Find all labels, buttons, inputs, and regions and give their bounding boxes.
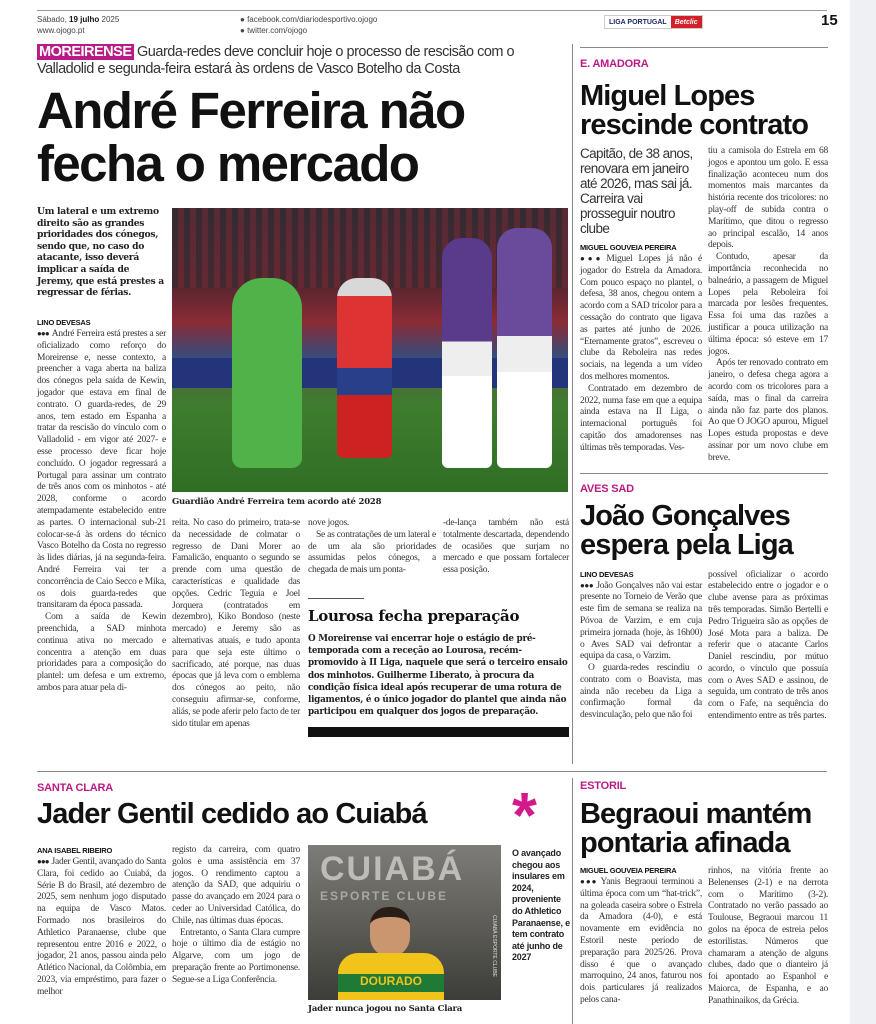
paragraph: O guarda-redes rescindiu o contrato com o Boavista, mas ainda não recebeu da Liga a confirmação formal da desvinculação, pelo que não foi bbox=[580, 663, 702, 721]
paragraph: Contudo, apesar da importância reconhecida no balneário, a passagem de Miguel Lopes pela Reboleira foi marcada por lesões frequentes. Essa foi uma das razões a justificar a pouca utilização na última época: só esteve em 17 jogos. bbox=[708, 252, 828, 357]
estoril-columns bbox=[580, 866, 828, 1008]
main-col-2 bbox=[172, 518, 300, 730]
weekday: Sábado, bbox=[37, 15, 67, 24]
wall-lettering: CUIABÁ bbox=[320, 850, 465, 888]
lead-paragraph: Um lateral e um extremo direito são as grandes prioridades dos cónegos, sendo que, no caso do atacante, isso deverá implicar a saída de Jeremy, que está prestes a regressar de férias. bbox=[37, 206, 164, 299]
valladolid-player bbox=[497, 228, 552, 468]
aves-columns bbox=[580, 570, 828, 723]
main-headline bbox=[37, 84, 567, 190]
paragraph: -de-lança também não está totalmente descartada, dependendo de ocasiões que surjam no mercado e que possam fortalecer essa posição. bbox=[443, 518, 569, 576]
paragraph: Contratado em dezembro de 2022, numa fase em que a equipa ainda estava na II Liga, o internacional português foi capitão dos amadorenses nas últimas três temporadas. Ves- bbox=[580, 383, 702, 453]
shirt-sponsor: DOURADO bbox=[360, 974, 422, 988]
wall-lettering-sub: ESPORTE CLUBE bbox=[320, 889, 449, 903]
santa-clara-headline: Jader Gentil cedido ao Cuiabá bbox=[37, 798, 427, 830]
main-col-3 bbox=[308, 518, 436, 577]
section-label: E. AMADORA bbox=[580, 58, 649, 70]
paragraph: possível oficializar o acordo estabelecido entre o jogador e o clube avense para as próximas três temporadas. Simão Bertelli e Pedro Trigueira são as opções de José Mota para a baliza. De referir que o atacante Carlos Daniel rescindiu, por mútuo acordo, o vínculo que possuía com o Aves SAD e assinou, de seguida, um contrato de três anos com o Fafe, na sequência do entendimento entre as três partes. bbox=[708, 569, 828, 722]
headline-line: espera pela Liga bbox=[580, 528, 793, 561]
section-label: ESTORIL bbox=[580, 780, 627, 792]
estoril-headline bbox=[580, 800, 828, 858]
column-divider bbox=[572, 778, 573, 1024]
aves-col-1 bbox=[580, 570, 702, 723]
lourosa-box bbox=[308, 598, 569, 737]
box-text: O Moreirense vai encerrar hoje o estágio de pré-temporada com a receção ao Lourosa, recém-promovido à II Liga, naquele que será o terceiro ensaio dos minhotos. Guilherme Liberato, à procura da condição física ideal após recuperar de uma rotura de ligamentos, é o único jogador do plantel que ainda não participou em qualquer dos jogos de preparação. bbox=[308, 634, 568, 718]
amadora-columns bbox=[580, 146, 828, 465]
main-col-1 bbox=[37, 318, 166, 695]
section-rule bbox=[580, 47, 828, 48]
paragraph: rinhos, na vitória frente ao Belenenses (2-1) e na derrota com o Marítimo (3-2). Contratado no verão passado ao Toulouse, Begraoui marcou 11 golos na época de estreia pelos estorilistas. Números que chamaram a atenção de alguns clubes, dado que o dianteiro já foi apontado ao Espanhol e Maiorca, de Espanha, e ao Panathinaikos, da Grécia. bbox=[708, 866, 828, 1006]
paragraph: André Ferreira está prestes a ser oficializado como reforço do Moreirense e, nesse contexto, a preencher a vaga aberta na baliza dos cónegos pela saída de Kewin, jogador que estava em final de contrato. O guarda-redes, de 29 anos, tem estado em Espanha a tratar da rescisão do vínculo com o Valladolid - em vigor até 2027- e esse processo deve ficar hoje concluído. O jogador regressará a Portugal para assinar um contrato de três anos com os minhotos - até 2028, conforme o acordo atempadamente estabelecido entre as partes. O internacional sub-21 colocar-se-á às ordens do técnico Vasco Botelho da Costa no regresso às lides diárias, já na segunda-feira. André Ferreira vai ter a concorrência de Caio Secco e Mika, os dois guarda-redes que transitaram da época passada. bbox=[37, 329, 166, 611]
paragraph: Se as contratações de um lateral e de um ala são prioridades assumidas pelos cónegos, a chegada de mais um ponta- bbox=[308, 529, 436, 576]
byline: LINO DEVESAS bbox=[37, 318, 91, 327]
right-column bbox=[580, 47, 828, 723]
paragraph: registo da carreira, com quatro golos e uma assistência em 37 jogos. O rendimento captou a atenção da SAD, que adquiriu o passe do avançado em 2024 para o ceder ao Universidad Católica, do Chile, nas últimas duas épocas. bbox=[172, 845, 300, 926]
main-top bbox=[37, 44, 567, 190]
paragraph: Jader Gentil, avançado do Santa Clara, foi cedido ao Cuiabá, da Série B do Brasil, até dezembro de 2025, sem nenhum jogo disputado na equipa de Vasco Matos. Formado nos brasileiros do Athletico Paranaense, clube que representou entre 2016 e 2022, o jogador, 21 anos, passou ainda pelo Atlético Nacional, da Colômbia, em 2023, via empréstimo, para fazer o melhor bbox=[37, 857, 166, 997]
twitter-icon: ● bbox=[240, 26, 245, 35]
headline-line: fecha o mercado bbox=[37, 135, 419, 192]
aves-col-2 bbox=[708, 570, 828, 723]
kicker-moreirense: MOREIRENSE bbox=[39, 44, 132, 60]
sponsor-name: Betclic bbox=[671, 16, 702, 28]
section-label: AVES SAD bbox=[580, 482, 634, 495]
box-rule bbox=[308, 598, 364, 599]
paragraph: Com a saída de Kewin preenchida, a SAD minhota continua ativa no mercado e concentra a atenção em duas prioridades para a composição do plantel: um defesa e um extremo, ambos para atuar pela di- bbox=[37, 612, 166, 693]
liga-portugal-logo bbox=[604, 15, 703, 29]
asterisk-icon: * bbox=[512, 779, 537, 851]
goalkeeper bbox=[232, 278, 302, 468]
paragraph: tiu a camisola do Estrela em 68 jogos e apontou um golo. E essa finalização aconteceu num dos momentos mais marcantes da história recente dos tricolores: no play-off de subida contra o Marítimo, que ditou o regresso ao principal escalão, 14 anos depois. bbox=[708, 146, 828, 251]
facebook-link: facebook.com/diariodesportivo.ojogo bbox=[247, 15, 378, 24]
santa-clara-col-2 bbox=[172, 845, 300, 987]
main-col-4 bbox=[443, 518, 569, 577]
valladolid-player bbox=[442, 238, 492, 468]
section-label: SANTA CLARA bbox=[37, 782, 114, 794]
amadora-deck: Capitão, de 38 anos, renovara em janeiro até 2026, mas sai já. Carreira vai prosseguir noutro clube bbox=[580, 146, 693, 236]
santa-clara-col-1 bbox=[37, 846, 166, 999]
estoril-col-2 bbox=[708, 866, 828, 1008]
paragraph: Entretanto, o Santa Clara cumpre hoje o último dia de estágio no Algarve, com um jogo de preparação frente ao Portimonense. Segue-se a Liga Conferência. bbox=[172, 927, 300, 985]
bullet-dots-icon: ●●● bbox=[37, 329, 49, 338]
column-divider bbox=[572, 44, 573, 764]
sidebar-note: O avançado chegou aos insulares em 2024, proveniente do Athletico Paranaense, e tem contrato até junho de 2027 bbox=[512, 848, 570, 963]
box-title: Lourosa fecha preparação bbox=[308, 607, 520, 625]
player-head bbox=[370, 907, 410, 957]
paragraph: Miguel Lopes já não é jogador do Estrela da Amadora. Com pouco espaço no plantel, o defesa, 38 anos, chegou ontem a acordo com a SAD tricolor para a cessação do contrato que ligava as partes até junho de 2026. “Eternamente gratos”, escreveu o clube da Reboleira nas redes sociais, na legenda a um vídeo dos melhores momentos. bbox=[580, 254, 703, 382]
twitter-link: twitter.com/ojogo bbox=[247, 26, 308, 35]
top-rule bbox=[37, 10, 827, 11]
paragraph: nove jogos. bbox=[308, 518, 350, 528]
main-deck bbox=[37, 44, 567, 78]
website: www.ojogo.pt bbox=[37, 26, 85, 35]
box-bottom-bar bbox=[308, 727, 569, 737]
paragraph: João Gonçalves não vai estar presente no Torneio de Verão que este fim de semana se realiza na Póvoa de Varzim, e em cuja primeira jornada (hoje, às 16h00) o Aves SAD vai defrontar a equipa da casa, o Varzim. bbox=[580, 580, 702, 662]
bullet-dots-icon: ●●● bbox=[37, 857, 49, 866]
headline-line: Miguel Lopes bbox=[580, 80, 755, 112]
byline: MIGUEL GOUVEIA PEREIRA bbox=[580, 243, 677, 252]
byline: MIGUEL GOUVEIA PEREIRA bbox=[580, 866, 677, 875]
amadora-headline bbox=[580, 82, 828, 140]
headline-line: pontaria afinada bbox=[580, 827, 790, 859]
date: 19 julho bbox=[69, 15, 100, 24]
amadora-col-1 bbox=[580, 146, 702, 465]
amadora-col-2 bbox=[708, 146, 828, 465]
photo-caption: Jader nunca jogou no Santa Clara bbox=[308, 1004, 463, 1014]
byline: ANA ISABEL RIBEIRO bbox=[37, 846, 113, 855]
estoril-article bbox=[580, 780, 828, 1008]
headline-line: rescinde contrato bbox=[580, 109, 809, 141]
bullet-dots-icon: ●●● bbox=[580, 254, 604, 263]
facebook-icon: ● bbox=[240, 15, 245, 24]
paragraph: reita. No caso do primeiro, trata-se da necessidade de colmatar o regresso de Dani Morer ao Famalicão, enquanto o segundo se prende com uma questão de características e qualidade das opções. Cedric Teguia e Joel Jorquera (contratados em dezembro), Kiko Bondoso (neste mercado) e Jeremy são as alternativas atuais, e tudo aponta para que seja este último o sacrificado, até porque, nas duas épocas que já leva com o emblema dos cónegos ao peito, não conseguiu afirmar-se, conforme, aliás, se pode aferir pelo facto de ter sido titular em apenas bbox=[172, 518, 300, 729]
bullet-dots-icon: ●●● bbox=[580, 580, 594, 590]
paragraph: Após ter renovado contrato em janeiro, o defesa chega agora a acordo com os tricolores para a saída, mas o final da carreira ainda não faz parte dos planos. Ao que O JOGO apurou, Miguel Lopes estuda propostas e deve assinar por um novo clube em breve. bbox=[708, 358, 828, 463]
league-name: LIGA PORTUGAL bbox=[609, 18, 667, 26]
byline: LINO DEVESAS bbox=[580, 569, 634, 579]
headline-line: Begraoui mantém bbox=[580, 798, 812, 830]
year: 2025 bbox=[101, 15, 120, 24]
date-block bbox=[37, 14, 119, 36]
headline-line: João Gonçalves bbox=[580, 499, 790, 532]
atletico-player bbox=[337, 278, 392, 458]
photo-caption: Guardião André Ferreira tem acordo até 2028 bbox=[172, 497, 382, 507]
horizontal-divider bbox=[37, 771, 827, 772]
social-links bbox=[240, 14, 377, 36]
page-number: 15 bbox=[821, 12, 838, 29]
deck-text: Guarda-redes deve concluir hoje o processo de rescisão com o Valladolid e segunda-feira estará às ordens de Vasco Botelho da Costa bbox=[37, 44, 515, 77]
photo-andre-ferreira bbox=[172, 208, 568, 492]
estoril-col-1 bbox=[580, 866, 702, 1008]
headline-line: André Ferreira não bbox=[37, 82, 465, 139]
photo-jader-gentil bbox=[308, 845, 501, 1000]
bullet-dots-icon: ●●● bbox=[580, 877, 598, 886]
section-rule bbox=[580, 473, 828, 474]
photo-credit: CUIABÁ ESPORTE CLUBE bbox=[491, 915, 497, 977]
paragraph: Yanis Begraoui terminou a última época com um “hat-trick”, na goleada caseira sobre o Estrela da Amadora (4-0), e está novamente em evidência no Estoril neste período de preparação para 2025/26. Prova disso é que o avançado marroquino, 24 anos, faturou nos dois particulares já realizados pelos cana- bbox=[580, 877, 702, 1005]
aves-headline bbox=[580, 499, 828, 561]
